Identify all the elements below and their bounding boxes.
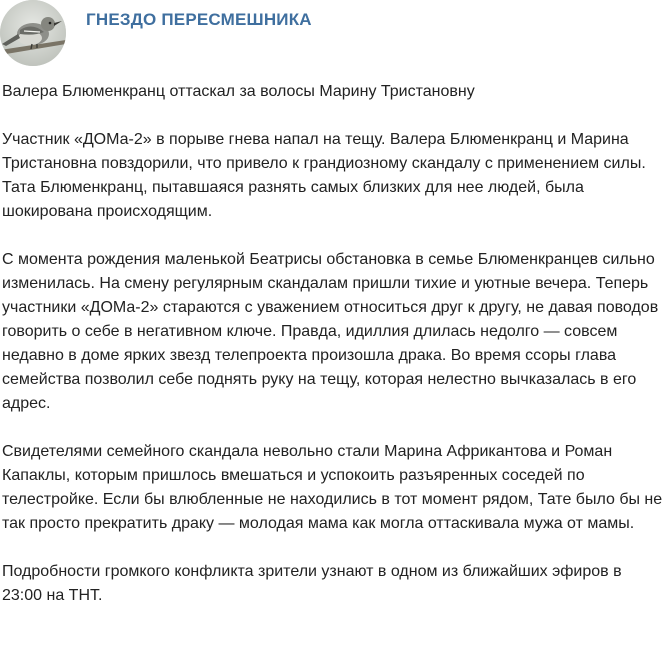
post-paragraph: Подробности громкого конфликта зрители узнают в одном из ближайших эфиров в 23:00 на ТНТ. (2, 563, 622, 604)
post-title: Валера Блюменкранц оттаскал за волосы Марину Тристановну (2, 83, 475, 100)
bird-avatar-icon[interactable] (0, 0, 66, 66)
channel-name[interactable]: ГНЕЗДО ПЕРЕСМЕШНИКА (86, 10, 312, 29)
post-paragraph: Свидетелями семейного скандала невольно стали Марина Африкантова и Роман Капаклы, которым пришлось вмешаться и успокоить разъяренных соседей по телестройке. Если бы влюбленные не находились в тот момент рядом, Тате было бы не так просто прекратить драку — молодая мама как могла оттаскивала мужа от мамы. (2, 443, 663, 532)
post-paragraph: Участник «ДОМа-2» в порыве гнева напал на тещу. Валера Блюменкранц и Марина Тристановна повздорили, что привело к грандиозному скандалу с применением силы. Тата Блюменкранц, пытавшаяся разнять самых близких для нее людей, была шокирована происходящим. (2, 131, 646, 220)
post-paragraph: С момента рождения маленькой Беатрисы обстановка в семье Блюменкранцев сильно изменилась. На смену регулярным скандалам пришли тихие и уютные вечера. Теперь участники «ДОМа-2» стараются с уважением относиться друг к другу, не давая поводов говорить о себе в негативном ключе. Правда, идиллия длилась недолго — совсем недавно в доме ярких звезд телепроекта произошла драка. Во время ссоры глава семейства позволил себе поднять руку на тещу, которая нелестно вычказалась в его адрес. (2, 251, 659, 412)
post-header (0, 0, 670, 72)
post-text (2, 80, 666, 632)
